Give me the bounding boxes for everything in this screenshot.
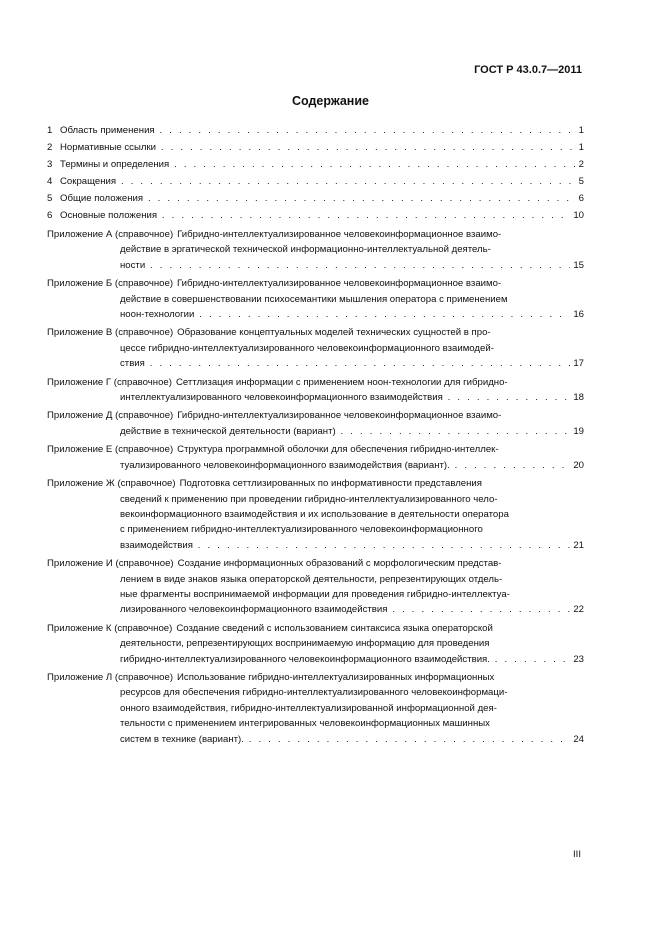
- toc-entry[interactable]: [47, 207, 584, 224]
- appendix-title-line: сведений к применению при проведении гибридно-интеллектуализированного чело-: [120, 493, 498, 505]
- appendix-title-line: ности . . .: [120, 258, 570, 273]
- appendix-title-line: гибридно-интеллектуализированного человекоинформационного взаимодействия. . . .: [120, 652, 570, 667]
- appendix-label: Приложение Е (справочное): [47, 444, 174, 456]
- toc-entry-number: 3: [47, 159, 53, 170]
- appendix-title-line: взаимодействия . . .: [120, 538, 570, 553]
- appendix-page: 21: [573, 539, 584, 551]
- appendix-label: Приложение Г (справочное): [47, 376, 172, 388]
- toc-entry[interactable]: [47, 190, 584, 207]
- appendix-page: 15: [573, 259, 584, 271]
- appendix-title-line: Гибридно-интеллектуализированное человекоинформационное взаимо-: [177, 229, 502, 240]
- appendix-page: 22: [573, 604, 584, 616]
- toc-appendix-entry[interactable]: [47, 556, 584, 618]
- appendix-title-line: векоинформационного взаимодействия и их использование в деятельности оператора: [120, 508, 509, 520]
- appendix-title-line: Сеттлизация информации с применением ноон-технологии для гибридно-: [175, 376, 508, 388]
- appendix-title-line: Создание сведений с использованием синтаксиса языка операторской: [176, 622, 493, 634]
- toc-appendix-entry[interactable]: [47, 227, 584, 273]
- appendix-title-line: с применением гибридно-интеллектуализированного человекоинформационного: [120, 524, 483, 536]
- appendix-title-line: ресурсов для обеспечения гибридно-интеллектуализированного человекоинформаци-: [120, 687, 508, 699]
- toc-entry-title: Термины и определения . . .: [60, 156, 576, 173]
- page-number: III: [573, 849, 581, 860]
- appendix-title-line: интеллектуализированного человекоинформационного взаимодействия . . .: [120, 390, 570, 405]
- toc-appendix-entry[interactable]: [47, 621, 584, 667]
- appendix-title-line: систем в технике (вариант). . . .: [120, 732, 570, 747]
- appendix-title-line: Образование концептуальных моделей технических сущностей в про-: [177, 327, 491, 339]
- appendix-label: Приложение К (справочное): [47, 622, 173, 634]
- appendix-title-line: деятельности, репрезентирующих воспринимаемую информацию для проведения: [120, 638, 490, 650]
- toc-entry[interactable]: [47, 122, 584, 139]
- appendix-title-line: лением в виде знаков языка операторской деятельности, репрезентирующих отдель-: [120, 573, 503, 585]
- appendix-page: 17: [573, 358, 584, 370]
- toc-appendix-entry[interactable]: [47, 476, 584, 553]
- table-of-contents: [47, 122, 584, 747]
- appendix-title-line: онного взаимодействия, гибридно-интеллектуализированной информационной дея-: [120, 702, 497, 714]
- appendix-title-line: лизированного человекоинформационного взаимодействия . . .: [120, 602, 570, 617]
- toc-entry-number: 1: [47, 125, 53, 136]
- toc-entry-title: Нормативные ссылки . . .: [60, 139, 576, 156]
- toc-entry-title: Область применения . . .: [60, 122, 576, 139]
- appendix-page: 16: [573, 309, 584, 321]
- appendix-label: Приложение Л (справочное): [47, 671, 174, 683]
- appendix-page: 18: [573, 392, 584, 404]
- toc-appendix-entry[interactable]: [47, 325, 584, 371]
- toc-entry-number: 6: [47, 210, 53, 221]
- toc-entry-page: 1: [578, 125, 584, 136]
- toc-appendix-entry[interactable]: [47, 276, 584, 322]
- appendix-page: 24: [573, 733, 584, 745]
- toc-appendix-entry[interactable]: [47, 375, 584, 406]
- appendix-title-line: туализированного человекоинформационного взаимодействия (вариант). . . .: [120, 458, 570, 473]
- appendix-label: Приложение А (справочное): [47, 229, 174, 240]
- toc-entry-title: Общие положения . . .: [60, 190, 576, 207]
- toc-entry-page: 6: [578, 193, 584, 204]
- appendix-title-line: действие в эргатической технической информационно-интеллектуальной деятель-: [120, 244, 491, 256]
- toc-entry-title: Сокращения . . .: [60, 173, 576, 190]
- appendix-title-line: Использование гибридно-интеллектуализированных информационных: [177, 671, 495, 683]
- toc-entry-number: 2: [47, 142, 53, 153]
- appendix-title-line: действие в технической деятельности (вариант) . . .: [120, 424, 570, 439]
- appendix-page: 19: [573, 425, 584, 437]
- toc-entry-number: 4: [47, 176, 53, 187]
- toc-entry-page: 2: [578, 159, 584, 170]
- appendix-page: 23: [573, 653, 584, 665]
- appendix-label: Приложение Д (справочное): [47, 410, 174, 422]
- toc-entry[interactable]: [47, 156, 584, 173]
- document-code: ГОСТ Р 43.0.7—2011: [474, 64, 582, 76]
- toc-entry-title: Основные положения . . .: [60, 207, 570, 224]
- toc-entry[interactable]: [47, 173, 584, 190]
- toc-sections: [47, 122, 584, 224]
- appendix-title-line: Структура программной оболочки для обеспечения гибридно-интеллек-: [177, 444, 499, 456]
- appendix-title-line: Подготовка сеттлизированных по информативности представления: [179, 478, 482, 490]
- toc-title: Содержание: [291, 94, 369, 108]
- toc-appendices: [47, 227, 584, 747]
- toc-entry-number: 5: [47, 193, 53, 204]
- toc-entry-page: 1: [578, 142, 584, 153]
- toc-entry-page: 5: [578, 176, 584, 187]
- appendix-title-line: Создание информационных образований с морфологическим представ-: [177, 558, 502, 570]
- appendix-title-line: ствия . . .: [120, 356, 570, 371]
- toc-appendix-entry[interactable]: [47, 442, 584, 473]
- appendix-label: Приложение В (справочное): [47, 327, 174, 339]
- appendix-label: Приложение Б (справочное): [47, 278, 174, 290]
- appendix-title-line: тельности с применением интегрированных человекоинформационных машинных: [120, 718, 490, 730]
- appendix-label: Приложение Ж (справочное): [47, 478, 176, 490]
- appendix-label: Приложение И (справочное): [47, 558, 174, 570]
- appendix-title-line: ные фрагменты воспринимаемой информации для проведения гибридно-интеллектуа-: [120, 588, 510, 600]
- appendix-title-line: цессе гибридно-интеллектуализированного человекоинформационного взаимодей-: [120, 342, 494, 354]
- appendix-title-line: Гибридно-интеллектуализированное человекоинформационное взаимо-: [177, 410, 502, 422]
- appendix-page: 20: [573, 459, 584, 471]
- toc-appendix-entry[interactable]: [47, 670, 584, 747]
- toc-appendix-entry[interactable]: [47, 408, 584, 439]
- appendix-title-line: ноон-технологии . . .: [120, 307, 570, 322]
- appendix-title-line: действие в совершенствовании психосемантики мышления оператора с применением: [120, 293, 508, 305]
- toc-entry-page: 10: [573, 210, 584, 221]
- toc-entry[interactable]: [47, 139, 584, 156]
- appendix-title-line: Гибридно-интеллектуализированное человекоинформационное взаимо-: [177, 278, 502, 290]
